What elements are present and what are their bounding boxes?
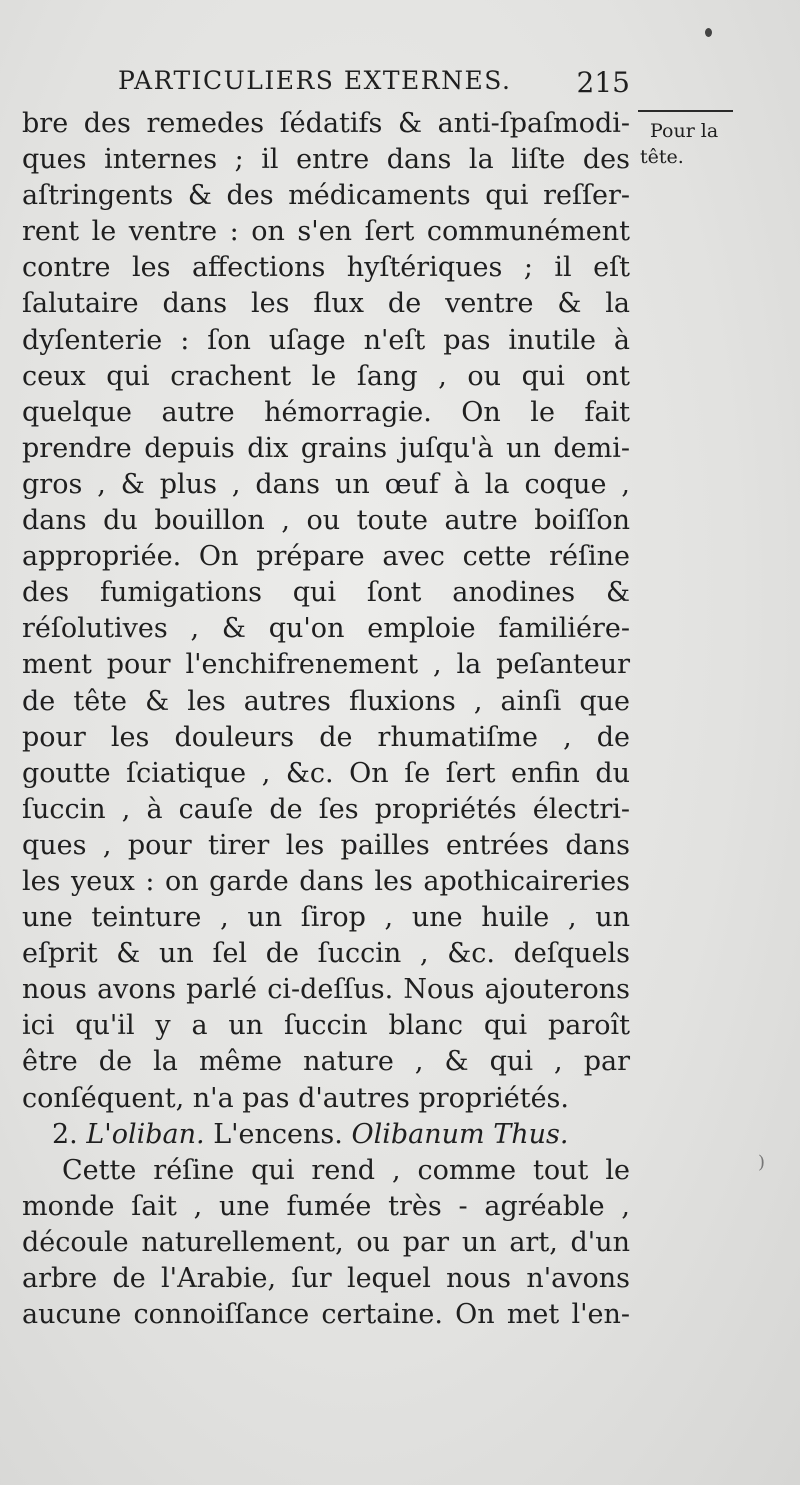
text-line: une teinture , un ſirop , une huile , un (22, 902, 630, 934)
text-line: être de la même nature , & qui , par (22, 1046, 630, 1078)
text-line: découle naturellement, ou par un art, d'un (22, 1226, 630, 1258)
section-number: 2. (52, 1118, 78, 1150)
text-line: dans du bouillon , ou toute autre boiſſon (22, 505, 630, 537)
text-line: des fumigations qui ſont anodines & (22, 577, 630, 609)
text-line: nous avons parlé ci-deſſus. Nous ajouterons (22, 974, 630, 1006)
text-line: monde ſait , une fumée très - agréable , (22, 1190, 630, 1222)
text-line: de tête & les autres fluxions , ainſi que (22, 685, 630, 717)
text-line: ment pour l'enchifrenement , la peſanteur (22, 649, 630, 681)
section-heading (22, 1117, 630, 1153)
page-edge-mark: ) (758, 1152, 766, 1173)
body-text (22, 106, 630, 1333)
text-line: aucune connoiſſance certaine. On met l'en- (22, 1299, 630, 1331)
text-line: appropriée. On prépare avec cette réſine (22, 541, 630, 573)
margin-note (638, 110, 733, 170)
text-line: dyſenterie : ſon uſage n'eſt pas inutile à (22, 324, 630, 356)
text-line: ques , pour tirer les pailles entrées dans (22, 829, 630, 861)
running-head: PARTICULIERS EXTERNES. (118, 66, 512, 95)
margin-note-line: Pour la (650, 120, 719, 142)
ink-speck (705, 28, 712, 37)
text-line: ici qu'il y a un ſuccin blanc qui paroît (22, 1010, 630, 1042)
text-line: conſéquent, n'a pas d'autres propriétés. (22, 1082, 569, 1114)
text-line: prendre depuis dix grains juſqu'à un demi- (22, 432, 630, 464)
text-line: eſprit & un ſel de ſuccin , &c. deſquels (22, 938, 630, 970)
text-line: arbre de l'Arabie, ſur lequel nous n'avons (22, 1263, 630, 1294)
text-line: contre les affections hyſtériques ; il eſt (22, 252, 630, 284)
margin-rule (638, 110, 733, 112)
section-title: L'oliban. (86, 1118, 205, 1150)
text-line: ques internes ; il entre dans la liſte des (22, 144, 630, 176)
text-line: ſuccin , à cauſe de ſes propriétés électri- (22, 793, 630, 825)
text-line: pour les douleurs de rhumatiſme , de (22, 721, 630, 753)
text-line: les yeux : on garde dans les apothicaireries (22, 865, 630, 897)
section-french-name: L'encens. (213, 1118, 343, 1150)
text-line: aſtringents & des médicaments qui reſſer- (22, 180, 630, 212)
text-line: quelque autre hémorragie. On le fait (22, 396, 630, 428)
text-line: Cette réſine qui rend , comme tout le (62, 1154, 630, 1186)
text-line: gros , & plus , dans un œuf à la coque , (22, 468, 630, 500)
margin-note-line: tête. (640, 146, 684, 168)
page-number: 215 (576, 66, 630, 99)
text-line: ſalutaire dans les flux de ventre & la (22, 288, 630, 320)
text-line: goutte ſciatique , &c. On ſe ſert enfin du (22, 757, 630, 789)
text-line: réſolutives , & qu'on emploie familiére- (22, 613, 630, 645)
text-line: rent le ventre : on s'en ſert communément (22, 216, 630, 248)
text-line: ceux qui crachent le ſang , ou qui ont (22, 360, 630, 392)
text-line: bre des remedes ſédatifs & anti-ſpaſmodi- (22, 108, 630, 139)
page-header (22, 66, 630, 106)
section-latin-name: Olibanum Thus. (351, 1118, 569, 1150)
